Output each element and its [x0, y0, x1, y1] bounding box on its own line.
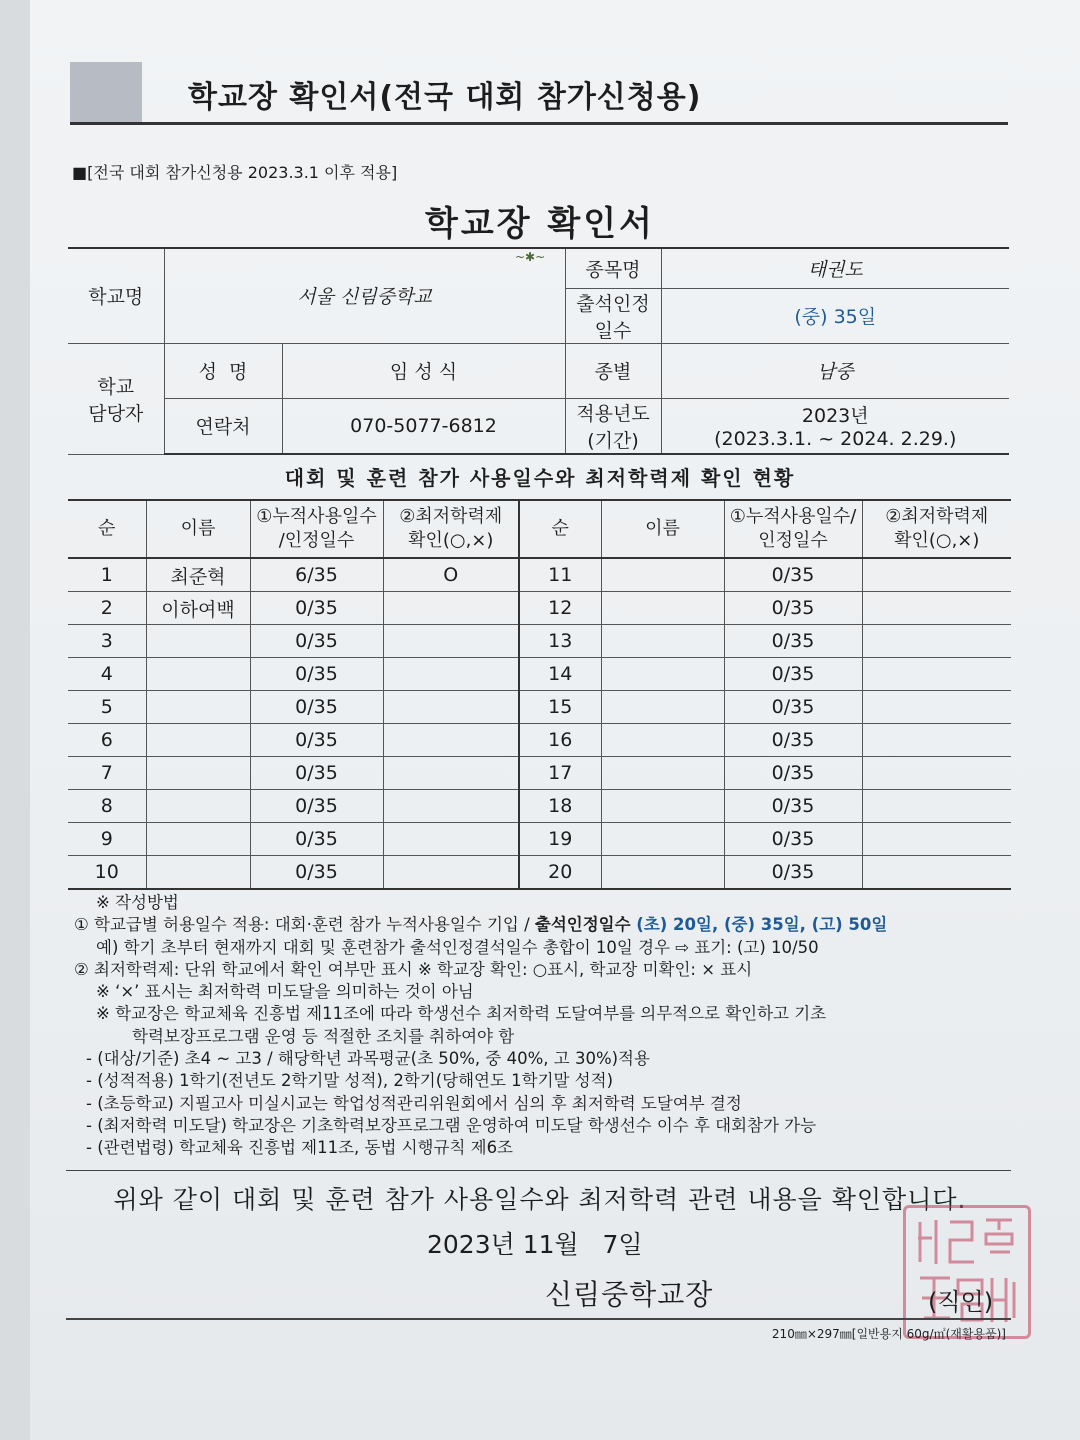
row-number: 10: [68, 856, 146, 890]
detail-below-minimum: - (최저학력 미도달) 학교장은 기초학력보장프로그램 운영하여 미도달 학생선수 이수 후 대회참가 가능: [86, 1115, 817, 1135]
note-1-bold: 출석인정일수: [534, 915, 631, 935]
min-academic-check: [383, 625, 519, 658]
header-no-right: 순: [519, 500, 601, 558]
student-name: [146, 691, 250, 724]
notes-divider: [66, 1170, 1011, 1171]
kind-value: 남중: [661, 343, 1009, 398]
row-number: 5: [68, 691, 146, 724]
header-used-line1: ①누적사용일수: [256, 506, 377, 527]
used-days: 0/35: [724, 724, 862, 757]
used-days: 0/35: [724, 757, 862, 790]
detail-target: - (대상/기준) 초4 ~ 고3 / 해당학년 과목평균(초 50%, 중 40%, 고 30%)적용: [86, 1049, 650, 1069]
used-days: 0/35: [250, 757, 383, 790]
used-days: 0/35: [250, 724, 383, 757]
contact-group-line2: 담당자: [88, 402, 144, 425]
row-number: 1: [68, 558, 146, 592]
pen-mark: ~✱~: [515, 250, 546, 264]
attendance-days-value: (중) 35일: [661, 288, 1009, 343]
table-row: [68, 691, 1011, 724]
table-row: [68, 823, 1011, 856]
header-used-right-line2: 인정일수: [758, 530, 828, 551]
used-days: 0/35: [724, 658, 862, 691]
row-number: 2: [68, 592, 146, 625]
used-days: 0/35: [724, 691, 862, 724]
min-academic-check: [383, 757, 519, 790]
row-number: 17: [519, 757, 601, 790]
phone-value: 070-5077-6812: [282, 398, 565, 454]
student-name: [146, 757, 250, 790]
student-name: [146, 658, 250, 691]
detail-elementary: - (초등학교) 지필고사 미실시교는 학업성적관리위원회에서 심의 후 최저학력 도달여부 결정: [86, 1093, 742, 1113]
row-number: 3: [68, 625, 146, 658]
header-used-days: [250, 500, 383, 558]
header-used-days-right: [724, 500, 862, 558]
min-academic-check: [862, 823, 1011, 856]
attendance-label: [565, 288, 661, 343]
header-min-line1: ②최저학력제: [399, 506, 503, 527]
contact-group-label: [68, 343, 164, 454]
min-academic-check: [383, 823, 519, 856]
attendance-label-line2: 일수: [594, 319, 632, 342]
period-value-line: (2023.3.1. ~ 2024. 2.29.): [714, 428, 957, 451]
event-value: 태권도: [661, 248, 1009, 288]
table-row: [68, 790, 1011, 823]
row-number: 20: [519, 856, 601, 890]
min-academic-check: [862, 592, 1011, 625]
min-academic-check: [383, 856, 519, 890]
contact-group-line1: 학교: [97, 375, 135, 398]
year-label-line2: (기간): [587, 429, 639, 452]
used-days: 0/35: [724, 592, 862, 625]
used-days: 0/35: [250, 823, 383, 856]
student-name: 최준혁: [146, 558, 250, 592]
phone-label: 연락처: [164, 398, 282, 454]
row-number: 13: [519, 625, 601, 658]
student-name: [601, 558, 724, 592]
min-academic-check: [862, 856, 1011, 890]
note-1-allowance: (초) 20일, (중) 35일, (고) 50일: [630, 915, 888, 935]
used-days: 0/35: [250, 856, 383, 890]
student-name: [601, 823, 724, 856]
min-academic-check: [862, 625, 1011, 658]
row-number: 18: [519, 790, 601, 823]
row-number: 11: [519, 558, 601, 592]
table-row: [68, 625, 1011, 658]
detail-laws: - (관련법령) 학교체육 진흥법 제11조, 동법 시행규칙 제6조: [86, 1138, 513, 1158]
table-row: [68, 757, 1011, 790]
school-label: 학교명: [68, 248, 164, 343]
used-days: 0/35: [250, 691, 383, 724]
row-number: 9: [68, 823, 146, 856]
row-number: 15: [519, 691, 601, 724]
student-table-body: [68, 558, 1011, 889]
min-academic-check: [383, 691, 519, 724]
info-table: [68, 247, 1009, 455]
header-title: 학교장 확인서(전국 대회 참가신청용): [188, 80, 702, 115]
note-2-b-line1: ※ 학교장은 학교체육 진흥법 제11조에 따라 학생선수 최저학력 도달여부를 의무적으로 확인하고 기초: [96, 1004, 827, 1024]
student-name: [601, 856, 724, 890]
table-row: [68, 558, 1011, 592]
student-name: [601, 592, 724, 625]
used-days: 0/35: [724, 558, 862, 592]
min-academic-check: [383, 724, 519, 757]
row-number: 14: [519, 658, 601, 691]
header-name-right: 이름: [601, 500, 724, 558]
min-academic-check: [862, 691, 1011, 724]
attendance-label-line1: 출석인정: [576, 292, 650, 315]
paper-spec: 210㎜×297㎜[일반용지 60g/㎡(재활용품)]: [771, 1327, 1006, 1341]
used-days: 0/35: [250, 658, 383, 691]
note-1-text: ① 학교급별 허용일수 적용: 대회·훈련 참가 누적사용일수 기입 /: [74, 915, 535, 935]
principal-title: 신림중학교장: [545, 1278, 714, 1311]
name-value: 임 성 식: [282, 343, 565, 398]
used-days: 0/35: [724, 823, 862, 856]
row-number: 8: [68, 790, 146, 823]
min-academic-check: [862, 658, 1011, 691]
kind-label: 종별: [565, 343, 661, 398]
note-1: [74, 914, 1014, 936]
student-name: [601, 790, 724, 823]
header-min-academic: [383, 500, 519, 558]
confirmation-statement: 위와 같이 대회 및 훈련 참가 사용일수와 최저학력 관련 내용을 확인합니다.: [113, 1185, 967, 1214]
event-label: 종목명: [565, 248, 661, 288]
year-value-line: 2023년: [801, 405, 869, 428]
section-title: 대회 및 훈련 참가 사용일수와 최저학력제 확인 현황: [284, 466, 796, 490]
used-days: 0/35: [724, 856, 862, 890]
student-name: [601, 658, 724, 691]
document-title: 학교장 확인서: [425, 204, 655, 244]
header-min-right-line1: ②최저학력제: [885, 506, 989, 527]
min-academic-check: [383, 592, 519, 625]
header-grey-block: [70, 62, 142, 122]
header-min-right-line2: 확인(○,×): [894, 530, 980, 551]
row-number: 16: [519, 724, 601, 757]
header-used-line2: /인정일수: [278, 530, 355, 551]
row-number: 4: [68, 658, 146, 691]
name-label: 성 명: [164, 343, 282, 398]
year-value: [661, 398, 1009, 454]
row-number: 12: [519, 592, 601, 625]
header-name: 이름: [146, 500, 250, 558]
year-label: [565, 398, 661, 454]
instructions: [74, 892, 1014, 1160]
note-1-example: 예) 학기 초부터 현재까지 대회 및 훈련참가 출석인정결석일수 총합이 10일 경우 ⇨ 표기: (고) 10/50: [96, 937, 819, 957]
min-academic-check: [383, 790, 519, 823]
student-name: [146, 790, 250, 823]
student-name: [146, 625, 250, 658]
student-name: [601, 691, 724, 724]
header-min-academic-right: [862, 500, 1011, 558]
student-name: [601, 757, 724, 790]
used-days: 0/35: [250, 790, 383, 823]
row-number: 7: [68, 757, 146, 790]
notes-heading: ※ 작성방법: [96, 893, 179, 912]
used-days: 0/35: [250, 625, 383, 658]
used-days: 0/35: [724, 790, 862, 823]
row-number: 6: [68, 724, 146, 757]
student-name: [146, 823, 250, 856]
used-days: 6/35: [250, 558, 383, 592]
min-academic-check: O: [383, 558, 519, 592]
student-name: [146, 724, 250, 757]
year-label-line1: 적용년도: [576, 402, 650, 425]
min-academic-check: [862, 724, 1011, 757]
form-reference: ■[전국 대회 참가신청용 2023.3.1 이후 적용]: [72, 163, 398, 182]
row-number: 19: [519, 823, 601, 856]
seal-mark-label: (직인): [928, 1288, 994, 1316]
student-name: 이하여백: [146, 592, 250, 625]
header-used-right-line1: ①누적사용일수/: [729, 506, 857, 527]
issue-date: 2023년 11월 7일: [427, 1230, 643, 1259]
note-2: ② 최저학력제: 단위 학교에서 확인 여부만 표시 ※ 학교장 확인: ○표시, 학교장 미확인: × 표시: [74, 959, 753, 979]
used-days: 0/35: [250, 592, 383, 625]
note-2-a: ※ ‘×’ 표시는 최저학력 미도달을 의미하는 것이 아님: [96, 982, 474, 1002]
table-row: [68, 856, 1011, 890]
student-table: [68, 499, 1011, 890]
table-row: [68, 592, 1011, 625]
student-name: [601, 724, 724, 757]
note-2-b-line2: 학력보장프로그램 운영 등 적절한 조치를 취하여야 함: [132, 1026, 515, 1046]
header-band: [70, 62, 1008, 125]
min-academic-check: [862, 757, 1011, 790]
table-row: [68, 658, 1011, 691]
used-days: 0/35: [724, 625, 862, 658]
header-min-line2: 확인(○,×): [408, 530, 494, 551]
school-name-value: 서울 신림중학교: [164, 248, 565, 343]
student-name: [146, 856, 250, 890]
min-academic-check: [862, 790, 1011, 823]
bottom-divider: [66, 1318, 1011, 1320]
detail-grades: - (성적적용) 1학기(전년도 2학기말 성적), 2학기(당해연도 1학기말 성적): [86, 1071, 614, 1091]
table-row: [68, 724, 1011, 757]
header-no: 순: [68, 500, 146, 558]
min-academic-check: [383, 658, 519, 691]
student-name: [601, 625, 724, 658]
min-academic-check: [862, 558, 1011, 592]
